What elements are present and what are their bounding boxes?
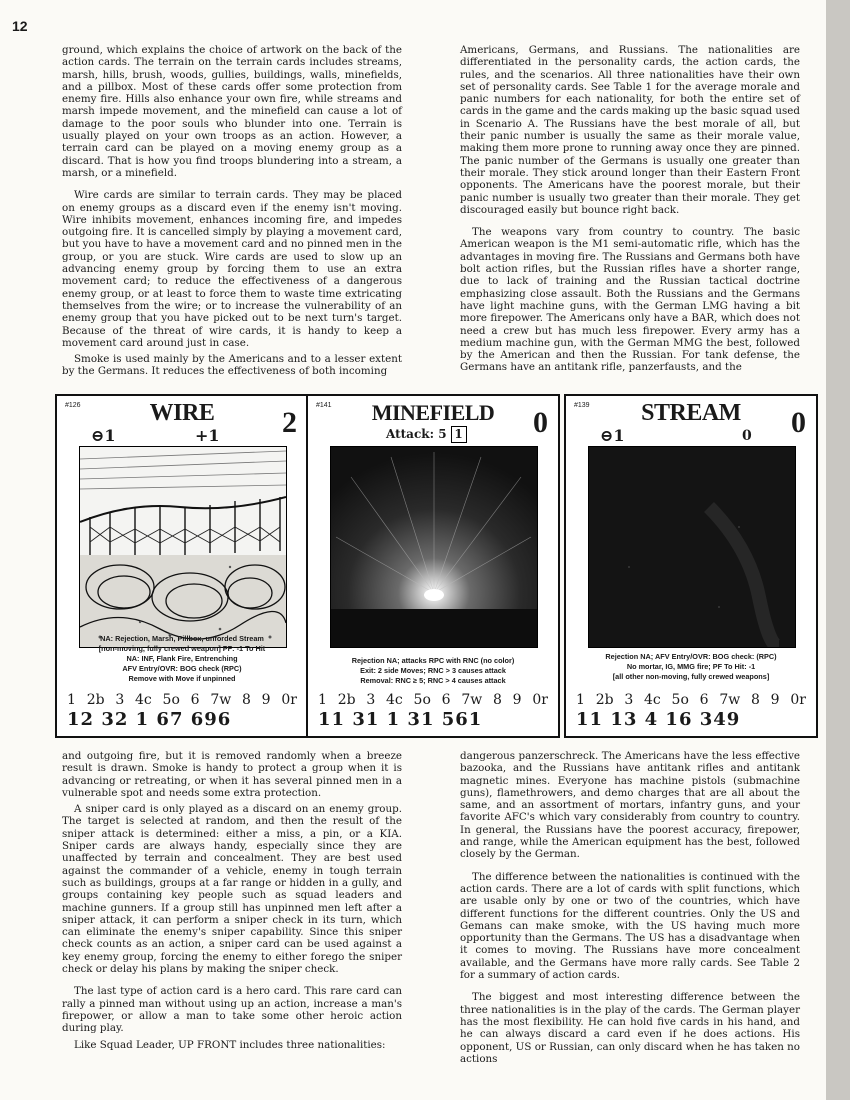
card-id: #141 — [316, 402, 332, 409]
card-rules: Rejection NA; AFV Entry/OVR: BOG check: (RPC) No mortar, IG, MMG fire; PF To Hit: -1 [all other non-moving, fully crewed weapons] — [605, 652, 777, 681]
explosion-illustration — [330, 446, 538, 648]
paragraph: Wire cards are similar to terrain cards. They may be placed on enemy groups as a discard even if the enemy isn't moving. Wire inhibits movement, enhances incoming fire, and impedes outgoing fire. It is cancelled simply by playing a movement card, but you have to have a movement card and no pinned men in the group, or you are stuck. Wire cards are used to slow up an advancing enemy group by forcing them to use an extra movement card; to reduce the effectiveness of a dangerous enemy group, or at least to force them to waste time extricating themselves from the wire; or to increase the vulnerability of an enemy group that you have picked out to be next turn's target. Because of the threat of wire cards, it is handy to keep a movement card around just in case. — [62, 189, 402, 349]
paragraph: Like Squad Leader, UP FRONT includes three nationalities: — [74, 1038, 386, 1051]
card-random-numbers: 11 31 1 31 561 — [318, 709, 483, 730]
paragraph: The biggest and most interesting difference between the three nationalities is in the play of the cards. The German player has the most flexibility. He can hold five cards in his hand, and he can always discard a card even if he does actions. His opponent, US or Russian, can only discard when he has taken no actions — [460, 991, 800, 1065]
card-range-row: 1 2b 3 4c 5o 6 7w 8 9 0r — [67, 692, 297, 708]
card-rules: Rejection NA; attacks RPC with RNC (no color) Exit: 2 side Moves; RNC > 3 causes attack Removal: RNC ≥ 5; RNC > 4 causes attack — [351, 656, 515, 685]
paragraph: ground, which explains the choice of artwork on the back of the action cards. The terrain on the terrain cards includes streams, marsh, hills, brush, woods, gullies, buildings, walls, minefields, and a pillbox. Most of these cards offer some protection from enemy fire. Hills also enhance your own fire, while streams and marsh impede movement, and the minefield can cause a lot of damage to the poor souls who blunder into one. Terrain is usually played on your own troops as an action. However, a terrain card can be played on a moving enemy group as a discard. That is how you find troops blundering into a stream, a marsh, or a minefield. — [62, 44, 402, 179]
barbed-wire-icon — [80, 447, 286, 647]
attack-box: 1 — [451, 426, 467, 443]
card-value: 0 — [533, 406, 548, 439]
card-title: WIRE — [149, 400, 215, 426]
column-top-left — [62, 44, 402, 382]
card-modifier-left: ⊖1 — [600, 426, 625, 445]
paragraph: A sniper card is only played as a discard on an enemy group. The target is selected at random, and then the result of the sniper attack is determined: either a miss, a pin, or a KIA. Sniper cards are always handy, especially since they are unaffected by terrain and concealment. They are best used against the commander of a vehicle, enemy in tough terrain such as buildings, groups at a far range or hidden in a gully, and groups containing key people such as squad leaders and machine gunners. If a group still has unpinned men left after a sniper attack, it can perform a sniper check in its turn, which can eliminate the enemy's sniper capability. Since this sniper check counts as an action, a sniper card can be used against a key enemy group, forcing the enemy to either forego the sniper check or delay his plans by making the sniper check. — [62, 803, 402, 976]
paragraph: dangerous panzerschreck. The Americans have the less effective bazooka, and the Russians have antitank rifles and antitank magnetic mines. Everyone has machine pistols (submachine guns), flamethrowers, and demo charges that are all about the same, and an assortment of mortars, infantry guns, and your favorite AFC's which vary considerably from country to country. In general, the Russians have the poorest accuracy, firepower, and range, while the American equipment has the best, followed closely by the German. — [460, 750, 800, 861]
paragraph: and outgoing fire, but it is removed randomly when a breeze result is drawn. Smoke is handy to protect a group when it is advancing or retreating, or when it has several pinned men in a vulnerable spot and needs some extra protection. — [62, 750, 402, 799]
attack-label: Attack: 5 1 — [386, 426, 467, 443]
card-modifier-right: +1 — [195, 426, 220, 445]
paragraph: Americans, Germans, and Russians. The nationalities are differentiated in the personality cards, the action cards, the rules, and the scenarios. All three nationalities have their own set of personality cards. See Table 1 for the average morale and panic numbers for each nationality, for both the entire set of cards in the game and the cards making up the basic squad used in Scenario A. The Russians have the best morale of all, but their panic number is usually the same as their morale value, making them more prone to running away once they are pinned. The panic number of the Germans is usually one greater than their morale. They stick around longer than their Eastern Front opponents. The Americans have the poorest morale, but their panic number is usually two greater than their morale. They get discouraged easily but bounce right back. — [460, 44, 800, 216]
explosion-icon — [331, 447, 537, 647]
column-top-right — [460, 44, 800, 378]
card-random-numbers: 12 32 1 67 696 — [67, 709, 232, 730]
card-title: MINEFIELD — [371, 400, 495, 425]
card-id: #139 — [574, 402, 590, 409]
stream-card — [564, 394, 818, 738]
card-range-row: 1 2b 3 4c 5o 6 7w 8 9 0r — [576, 692, 806, 708]
stream-illustration — [588, 446, 796, 648]
card-modifier-right: 0 — [742, 428, 752, 444]
card-range-row: 1 2b 3 4c 5o 6 7w 8 9 0r — [318, 692, 548, 708]
scan-edge — [826, 0, 850, 1100]
paragraph: Smoke is used mainly by the Americans and to a lesser extent by the Germans. It reduces the effectiveness of both incoming — [62, 353, 402, 378]
card-value: 0 — [791, 406, 806, 439]
card-random-numbers: 11 13 4 16 349 — [576, 709, 741, 730]
column-bottom-right — [460, 750, 800, 1069]
card-title: STREAM — [641, 400, 741, 426]
barbed-wire-illustration — [79, 446, 287, 648]
paragraph: The difference between the nationalities is continued with the action cards. There are a lot of cards with split functions, which are usable only by one or two of the countries, which have different functions for the different countries. Only the US and Gemans can make smoke, with the US having much more opportunity than the Germans. The US has a disadvantage when it comes to moving. The Russians have more concealment available, and the Germans have more rally cards. See Table 2 for a summary of action cards. — [460, 870, 800, 982]
card-modifier-left: ⊖1 — [91, 426, 116, 445]
paragraph: The last type of action card is a hero card. This rare card can rally a pinned man without using up an action, increase a man's firepower, or allow a man to take some other heroic action during play. — [62, 985, 402, 1035]
stream-icon — [589, 447, 795, 647]
card-value: 2 — [282, 406, 297, 439]
page-number: 12 — [12, 18, 28, 34]
column-bottom-left — [62, 750, 402, 1055]
card-id: #126 — [65, 402, 81, 409]
card-rules: NA: Rejection, Marsh, Pillbox, unforded Stream [non-moving, fully crewed weapon] PF: -1 To Hit NA: INF, Flank Fire, Entrenching AFV Entry/OVR: BOG check (RPC) Remove with Move if unpinned — [98, 634, 266, 683]
wire-card — [55, 394, 309, 738]
paragraph: The weapons vary from country to country. The basic American weapon is the M1 semi-automatic rifle, which has the advantages in moving fire. The Russians and Germans both have bolt action rifles, but the Russian rifles have a shorter range, due to lack of training and the Russian tactical doctrine emphasizing close assault. Both the Russians and the Germans have light machine guns, with the German LMG having a bit more firepower. The Americans only have a BAR, which does not need a crew but has much less firepower. Every army has a medium machine gun, with the German MMG the best, followed by the American and then the Russian. For tank defense, the Germans have an antitank rifle, panzerfausts, and the — [460, 226, 800, 374]
minefield-card — [306, 394, 560, 738]
